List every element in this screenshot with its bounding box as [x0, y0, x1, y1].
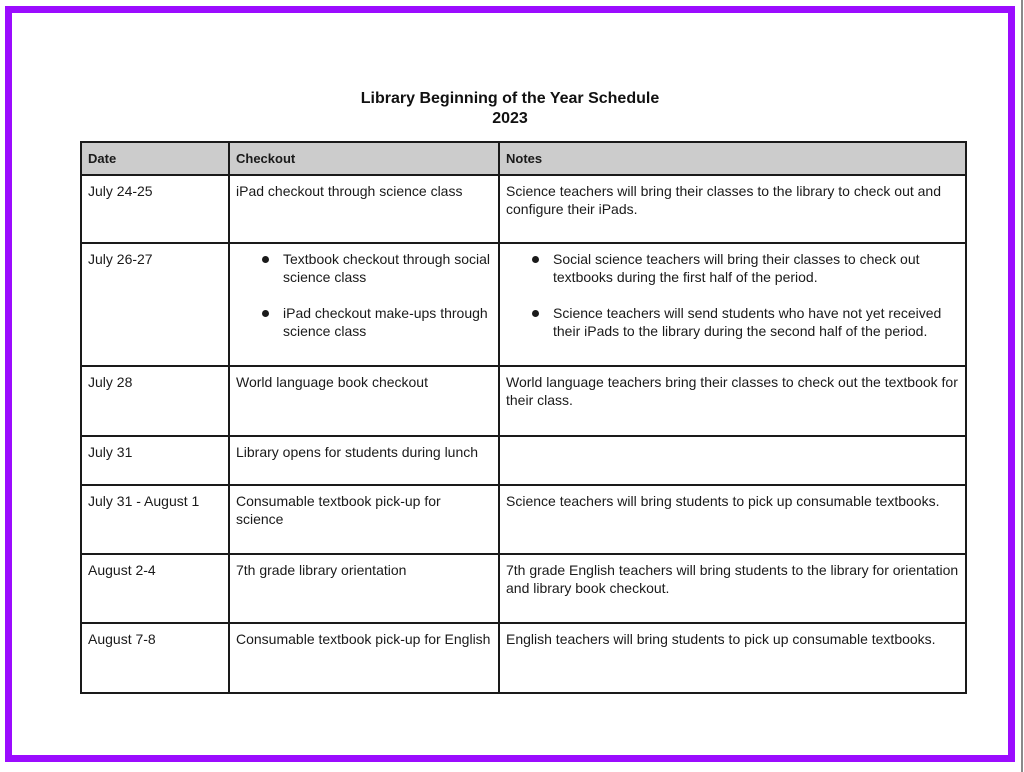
bullet-icon — [262, 256, 269, 263]
list-item — [553, 304, 959, 340]
cell-checkout: World language book checkout — [229, 366, 499, 436]
list-item — [283, 304, 492, 340]
cell-date: July 31 - August 1 — [81, 485, 229, 554]
header-date: Date — [81, 142, 229, 175]
list-item — [283, 250, 492, 286]
cell-checkout: Consumable textbook pick-up for science — [229, 485, 499, 554]
table-header-row — [81, 142, 966, 175]
cell-checkout: Library opens for students during lunch — [229, 436, 499, 485]
cell-notes: Science teachers will bring their classes to the library to check out and configure their iPads. — [499, 175, 966, 243]
bullet-icon — [532, 256, 539, 263]
table-row — [81, 623, 966, 693]
cell-notes — [499, 436, 966, 485]
list-item — [553, 250, 959, 286]
cell-date: July 24-25 — [81, 175, 229, 243]
checkout-bullet-list — [236, 250, 492, 340]
cell-notes: English teachers will bring students to pick up consumable textbooks. — [499, 623, 966, 693]
header-notes: Notes — [499, 142, 966, 175]
header-checkout: Checkout — [229, 142, 499, 175]
bullet-icon — [262, 310, 269, 317]
cell-checkout: Consumable textbook pick-up for English — [229, 623, 499, 693]
cell-checkout: iPad checkout through science class — [229, 175, 499, 243]
cell-date: July 31 — [81, 436, 229, 485]
schedule-table — [80, 141, 967, 694]
table-row — [81, 554, 966, 623]
cell-date: August 2-4 — [81, 554, 229, 623]
list-item-text: Social science teachers will bring their classes to check out textbooks during the first half of the period. — [553, 251, 920, 285]
cell-notes: 7th grade English teachers will bring students to the library for orientation and library book checkout. — [499, 554, 966, 623]
document-title — [12, 89, 1008, 129]
notes-bullet-list — [506, 250, 959, 340]
cell-notes: World language teachers bring their classes to check out the textbook for their class. — [499, 366, 966, 436]
document-frame — [5, 6, 1015, 762]
title-line-main: Library Beginning of the Year Schedule — [360, 90, 660, 107]
bullet-icon — [532, 310, 539, 317]
cell-notes: Science teachers will bring students to pick up consumable textbooks. — [499, 485, 966, 554]
cell-notes — [499, 243, 966, 366]
list-item-text: Science teachers will send students who have not yet received their iPads to the library during the second half of the period. — [553, 305, 942, 339]
table-row — [81, 485, 966, 554]
cell-date: July 26-27 — [81, 243, 229, 366]
table-row — [81, 436, 966, 485]
title-line-year: 2023 — [492, 110, 528, 127]
table-row — [81, 175, 966, 243]
list-item-text: Textbook checkout through social science class — [283, 251, 491, 285]
table-row — [81, 243, 966, 366]
table-row — [81, 366, 966, 436]
cell-date: July 28 — [81, 366, 229, 436]
cell-date: August 7-8 — [81, 623, 229, 693]
window-edge-line — [1021, 0, 1023, 772]
cell-checkout: 7th grade library orientation — [229, 554, 499, 623]
cell-checkout — [229, 243, 499, 366]
list-item-text: iPad checkout make-ups through science class — [283, 305, 488, 339]
